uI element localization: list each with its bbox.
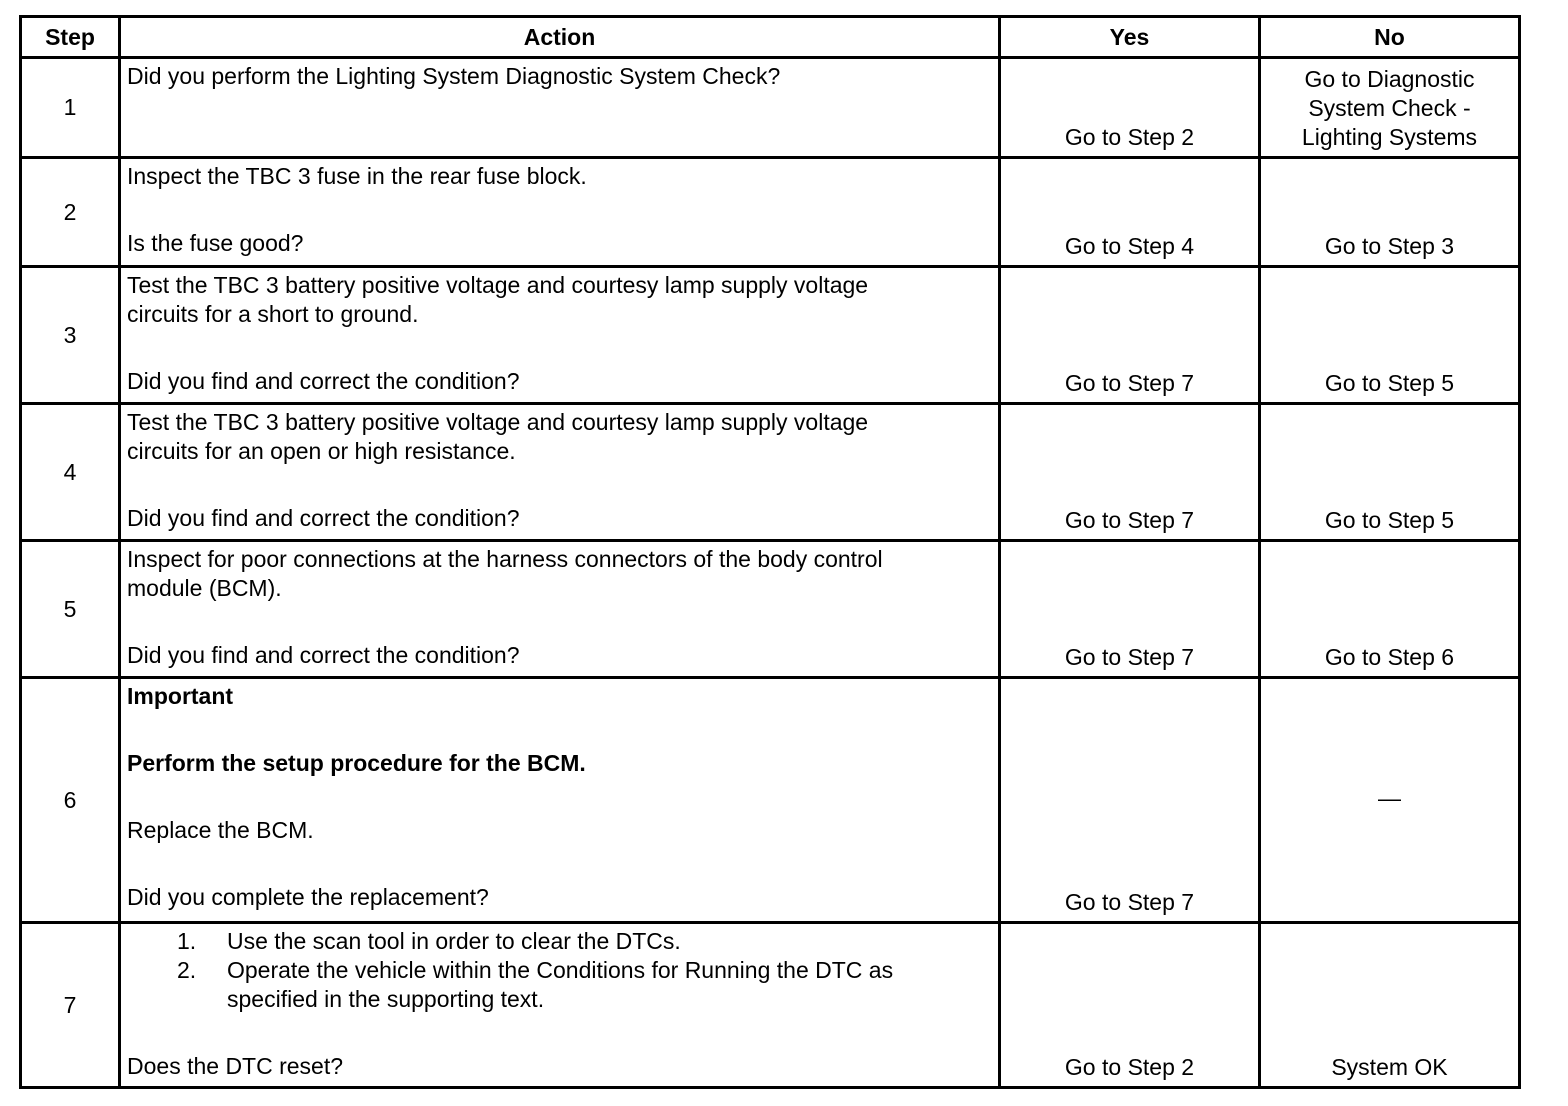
- no-cell: System OK: [1260, 923, 1520, 1088]
- action-question: Does the DTC reset?: [127, 1053, 344, 1079]
- yes-cell: Go to Step 2: [1000, 923, 1260, 1088]
- action-cell: [120, 158, 1000, 267]
- yes-cell: Go to Step 7: [1000, 541, 1260, 678]
- action-cell: [120, 541, 1000, 678]
- table-row: [21, 678, 1520, 923]
- yes-cell: Go to Step 7: [1000, 404, 1260, 541]
- action-question: Did you find and correct the condition?: [127, 642, 520, 668]
- no-cell: Go to Step 3: [1260, 158, 1520, 267]
- action-cell: [120, 58, 1000, 158]
- action-text-line: circuits for a short to ground.: [127, 301, 419, 327]
- header-action: Action: [120, 17, 1000, 58]
- list-item-text: Use the scan tool in order to clear the DTCs.: [227, 928, 681, 954]
- table-row: [21, 923, 1520, 1088]
- step-number: 1: [21, 58, 120, 158]
- step-number: 4: [21, 404, 120, 541]
- no-text-line: System Check -: [1308, 95, 1471, 121]
- no-text-line: Lighting Systems: [1301, 124, 1478, 150]
- step-number: 7: [21, 923, 120, 1088]
- action-text-line: Inspect for poor connections at the harness connectors of the body control: [127, 546, 883, 572]
- step-number: 2: [21, 158, 120, 267]
- step-number: 5: [21, 541, 120, 678]
- action-question: Is the fuse good?: [127, 230, 304, 256]
- action-cell: [120, 404, 1000, 541]
- procedure-list: [127, 927, 992, 1014]
- action-question: Did you find and correct the condition?: [127, 368, 520, 394]
- step-number: 3: [21, 267, 120, 404]
- action-cell: [120, 267, 1000, 404]
- list-item-text: Operate the vehicle within the Conditions for Running the DTC as: [227, 957, 894, 983]
- list-item: [127, 956, 992, 1014]
- no-cell: Go to Step 6: [1260, 541, 1520, 678]
- action-text-line: module (BCM).: [127, 575, 282, 601]
- no-cell: —: [1260, 678, 1520, 923]
- yes-cell: Go to Step 2: [1000, 58, 1260, 158]
- list-item: [127, 927, 992, 956]
- table-row: [21, 158, 1520, 267]
- important-label: Important: [127, 683, 234, 709]
- diagnostic-table: [19, 15, 1521, 1089]
- yes-cell: Go to Step 7: [1000, 678, 1260, 923]
- action-text-line: Test the TBC 3 battery positive voltage and courtesy lamp supply voltage: [127, 409, 869, 435]
- header-row: [21, 17, 1520, 58]
- yes-cell: Go to Step 7: [1000, 267, 1260, 404]
- action-cell: [120, 923, 1000, 1088]
- action-text-line: Test the TBC 3 battery positive voltage and courtesy lamp supply voltage: [127, 272, 869, 298]
- yes-cell: Go to Step 4: [1000, 158, 1260, 267]
- header-yes: Yes: [1000, 17, 1260, 58]
- no-cell: Go to Step 5: [1260, 267, 1520, 404]
- action-cell: [120, 678, 1000, 923]
- no-cell: Go to Step 5: [1260, 404, 1520, 541]
- header-step: Step: [21, 17, 120, 58]
- action-question: Did you find and correct the condition?: [127, 505, 520, 531]
- no-text-line: Go to Diagnostic: [1304, 66, 1475, 92]
- table-row: [21, 541, 1520, 678]
- action-text: Inspect the TBC 3 fuse in the rear fuse block.: [127, 163, 587, 189]
- step-number: 6: [21, 678, 120, 923]
- header-no: No: [1260, 17, 1520, 58]
- no-cell: [1260, 58, 1520, 158]
- table-row: [21, 267, 1520, 404]
- list-item-text: specified in the supporting text.: [227, 986, 545, 1012]
- important-text: Perform the setup procedure for the BCM.: [127, 750, 586, 776]
- list-item-number: 1.: [177, 928, 197, 954]
- table-row: [21, 58, 1520, 158]
- list-item-number: 2.: [177, 957, 197, 983]
- action-question: Did you perform the Lighting System Diagnostic System Check?: [127, 63, 781, 89]
- table-row: [21, 404, 1520, 541]
- action-question: Did you complete the replacement?: [127, 884, 489, 910]
- action-text-line: circuits for an open or high resistance.: [127, 438, 516, 464]
- action-text: Replace the BCM.: [127, 817, 314, 843]
